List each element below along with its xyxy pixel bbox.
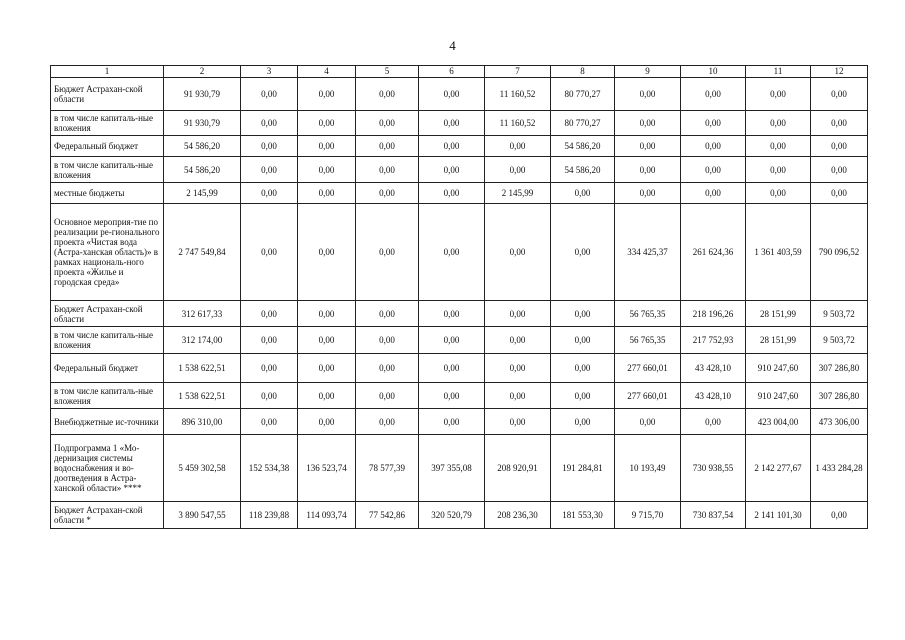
table-cell: 0,00	[485, 136, 551, 157]
table-cell: 77 542,86	[356, 502, 419, 529]
table-cell: 0,00	[746, 183, 811, 204]
table-cell: 2 145,99	[164, 183, 241, 204]
table-cell: 0,00	[356, 157, 419, 183]
table-cell: 0,00	[419, 354, 485, 383]
table-cell: 1 538 622,51	[164, 383, 241, 409]
row-label: Бюджет Астрахан-ской области *	[51, 502, 164, 529]
row-label: в том числе капиталь-ные вложения	[51, 327, 164, 354]
table-cell: 0,00	[615, 111, 681, 136]
table-cell: 0,00	[681, 136, 746, 157]
table-cell: 0,00	[298, 204, 356, 301]
table-cell: 0,00	[485, 383, 551, 409]
column-header: 1	[51, 66, 164, 78]
table-cell: 152 534,38	[241, 435, 298, 502]
table-cell: 11 160,52	[485, 78, 551, 111]
row-label: Подпрограмма 1 «Мо-дернизация системы водоснабжения и во-доотведения в Астра-ханской области» ****	[51, 435, 164, 502]
table-cell: 217 752,93	[681, 327, 746, 354]
table-cell: 0,00	[419, 327, 485, 354]
table-cell: 9 715,70	[615, 502, 681, 529]
table-cell: 0,00	[746, 157, 811, 183]
table-cell: 1 361 403,59	[746, 204, 811, 301]
table-cell: 0,00	[298, 354, 356, 383]
table-cell: 320 520,79	[419, 502, 485, 529]
table-row	[51, 78, 868, 111]
column-header: 12	[811, 66, 868, 78]
table-cell: 0,00	[298, 383, 356, 409]
table-cell: 334 425,37	[615, 204, 681, 301]
table-cell: 0,00	[811, 111, 868, 136]
table-cell: 312 617,33	[164, 301, 241, 327]
table-cell: 0,00	[551, 409, 615, 435]
table-row	[51, 435, 868, 502]
table-cell: 910 247,60	[746, 383, 811, 409]
table-cell: 0,00	[356, 78, 419, 111]
table-cell: 0,00	[356, 327, 419, 354]
table-row	[51, 301, 868, 327]
table-cell: 473 306,00	[811, 409, 868, 435]
table-cell: 0,00	[681, 183, 746, 204]
table-cell: 0,00	[298, 78, 356, 111]
table-cell: 43 428,10	[681, 354, 746, 383]
table-cell: 0,00	[356, 183, 419, 204]
table-cell: 2 747 549,84	[164, 204, 241, 301]
table-cell: 0,00	[241, 409, 298, 435]
table-cell: 277 660,01	[615, 383, 681, 409]
table-cell: 11 160,52	[485, 111, 551, 136]
table-cell: 0,00	[419, 409, 485, 435]
row-label: Основное мероприя-тие по реализации ре-гионального проекта «Чистая вода (Астра-ханская область)» в рамках националь-ного проекта «Жилье и городская среда»	[51, 204, 164, 301]
table-cell: 0,00	[298, 136, 356, 157]
table-cell: 0,00	[241, 136, 298, 157]
table-cell: 0,00	[485, 354, 551, 383]
table-cell: 118 239,88	[241, 502, 298, 529]
table-cell: 0,00	[419, 383, 485, 409]
table-cell: 0,00	[419, 136, 485, 157]
table-cell: 0,00	[241, 183, 298, 204]
table-cell: 0,00	[356, 111, 419, 136]
table-cell: 0,00	[681, 111, 746, 136]
table-cell: 397 355,08	[419, 435, 485, 502]
table-cell: 0,00	[746, 111, 811, 136]
table-cell: 0,00	[811, 502, 868, 529]
table-row	[51, 354, 868, 383]
column-header: 6	[419, 66, 485, 78]
row-label: в том числе капиталь-ные вложения	[51, 157, 164, 183]
table-cell: 0,00	[551, 354, 615, 383]
table-cell: 0,00	[615, 183, 681, 204]
table-cell: 2 145,99	[485, 183, 551, 204]
row-label: в том числе капиталь-ные вложения	[51, 111, 164, 136]
table-cell: 91 930,79	[164, 111, 241, 136]
table-cell: 0,00	[419, 183, 485, 204]
table-cell: 307 286,80	[811, 354, 868, 383]
table-cell: 218 196,26	[681, 301, 746, 327]
column-header: 5	[356, 66, 419, 78]
table-cell: 43 428,10	[681, 383, 746, 409]
table-cell: 0,00	[356, 383, 419, 409]
row-label: Бюджет Астрахан-ской области	[51, 301, 164, 327]
table-cell: 0,00	[356, 301, 419, 327]
table-cell: 896 310,00	[164, 409, 241, 435]
table-row	[51, 157, 868, 183]
table-cell: 0,00	[681, 78, 746, 111]
table-cell: 0,00	[241, 354, 298, 383]
table-cell: 0,00	[551, 204, 615, 301]
table-cell: 0,00	[551, 301, 615, 327]
table-cell: 730 837,54	[681, 502, 746, 529]
table-row	[51, 136, 868, 157]
table-cell: 0,00	[485, 204, 551, 301]
table-cell: 191 284,81	[551, 435, 615, 502]
table-cell: 0,00	[356, 409, 419, 435]
table-cell: 9 503,72	[811, 301, 868, 327]
table-cell: 0,00	[241, 111, 298, 136]
table-cell: 208 236,30	[485, 502, 551, 529]
table-cell: 0,00	[615, 157, 681, 183]
table-cell: 0,00	[551, 183, 615, 204]
table-cell: 0,00	[811, 78, 868, 111]
table-cell: 114 093,74	[298, 502, 356, 529]
table-row	[51, 183, 868, 204]
table-cell: 0,00	[356, 204, 419, 301]
table-cell: 0,00	[356, 136, 419, 157]
table-cell: 0,00	[615, 78, 681, 111]
table-cell: 28 151,99	[746, 327, 811, 354]
table-cell: 3 890 547,55	[164, 502, 241, 529]
table-cell: 80 770,27	[551, 78, 615, 111]
table-cell: 0,00	[241, 204, 298, 301]
table-cell: 28 151,99	[746, 301, 811, 327]
table-cell: 0,00	[485, 327, 551, 354]
table-row	[51, 409, 868, 435]
column-header: 8	[551, 66, 615, 78]
table-cell: 0,00	[615, 409, 681, 435]
table-cell: 0,00	[419, 78, 485, 111]
table-cell: 0,00	[419, 111, 485, 136]
table-cell: 0,00	[419, 204, 485, 301]
table-cell: 0,00	[681, 157, 746, 183]
table-cell: 0,00	[298, 301, 356, 327]
table-cell: 208 920,91	[485, 435, 551, 502]
column-header: 10	[681, 66, 746, 78]
table-cell: 181 553,30	[551, 502, 615, 529]
table-row	[51, 502, 868, 529]
column-header: 2	[164, 66, 241, 78]
table-cell: 2 141 101,30	[746, 502, 811, 529]
table-cell: 56 765,35	[615, 327, 681, 354]
table-cell: 277 660,01	[615, 354, 681, 383]
table-cell: 0,00	[356, 354, 419, 383]
table-cell: 0,00	[298, 157, 356, 183]
table-cell: 0,00	[298, 409, 356, 435]
row-label: Федеральный бюджет	[51, 136, 164, 157]
table-cell: 54 586,20	[551, 136, 615, 157]
table-cell: 78 577,39	[356, 435, 419, 502]
table-cell: 0,00	[485, 301, 551, 327]
table-cell: 54 586,20	[164, 136, 241, 157]
table-cell: 56 765,35	[615, 301, 681, 327]
row-label: Федеральный бюджет	[51, 354, 164, 383]
table-cell: 312 174,00	[164, 327, 241, 354]
table-cell: 136 523,74	[298, 435, 356, 502]
table-cell: 0,00	[485, 409, 551, 435]
table-cell: 54 586,20	[551, 157, 615, 183]
table-cell: 0,00	[241, 78, 298, 111]
table-cell: 9 503,72	[811, 327, 868, 354]
table-cell: 307 286,80	[811, 383, 868, 409]
row-label: Внебюджетные ис-точники	[51, 409, 164, 435]
table-cell: 0,00	[811, 136, 868, 157]
table-cell: 5 459 302,58	[164, 435, 241, 502]
column-header: 4	[298, 66, 356, 78]
table-row	[51, 383, 868, 409]
table-cell: 0,00	[811, 157, 868, 183]
row-label: Бюджет Астрахан-ской области	[51, 78, 164, 111]
column-header: 7	[485, 66, 551, 78]
table-cell: 910 247,60	[746, 354, 811, 383]
table-row	[51, 204, 868, 301]
page-number: 4	[449, 38, 456, 53]
row-label: в том числе капиталь-ные вложения	[51, 383, 164, 409]
table-cell: 2 142 277,67	[746, 435, 811, 502]
table-cell: 0,00	[241, 383, 298, 409]
table-cell: 730 938,55	[681, 435, 746, 502]
table-cell: 0,00	[811, 183, 868, 204]
table-cell: 423 004,00	[746, 409, 811, 435]
table-cell: 54 586,20	[164, 157, 241, 183]
table-cell: 0,00	[551, 383, 615, 409]
row-label: местные бюджеты	[51, 183, 164, 204]
table-cell: 0,00	[419, 157, 485, 183]
table-cell: 0,00	[419, 301, 485, 327]
table-cell: 261 624,36	[681, 204, 746, 301]
table-cell: 0,00	[241, 301, 298, 327]
table-cell: 0,00	[241, 327, 298, 354]
table-row	[51, 111, 868, 136]
table-cell: 0,00	[298, 183, 356, 204]
table-cell: 80 770,27	[551, 111, 615, 136]
table-cell: 790 096,52	[811, 204, 868, 301]
table-cell: 91 930,79	[164, 78, 241, 111]
table-cell: 0,00	[551, 327, 615, 354]
table-cell: 1 538 622,51	[164, 354, 241, 383]
table-cell: 0,00	[298, 111, 356, 136]
table-cell: 0,00	[746, 78, 811, 111]
table-cell: 0,00	[615, 136, 681, 157]
header-row	[51, 66, 868, 78]
table-row	[51, 327, 868, 354]
table-cell: 0,00	[746, 136, 811, 157]
table-cell: 0,00	[241, 157, 298, 183]
column-header: 9	[615, 66, 681, 78]
budget-table	[50, 65, 868, 529]
column-header: 11	[746, 66, 811, 78]
table-cell: 0,00	[298, 327, 356, 354]
table-cell: 10 193,49	[615, 435, 681, 502]
table-cell: 1 433 284,28	[811, 435, 868, 502]
column-header: 3	[241, 66, 298, 78]
table-cell: 0,00	[485, 157, 551, 183]
table-cell: 0,00	[681, 409, 746, 435]
